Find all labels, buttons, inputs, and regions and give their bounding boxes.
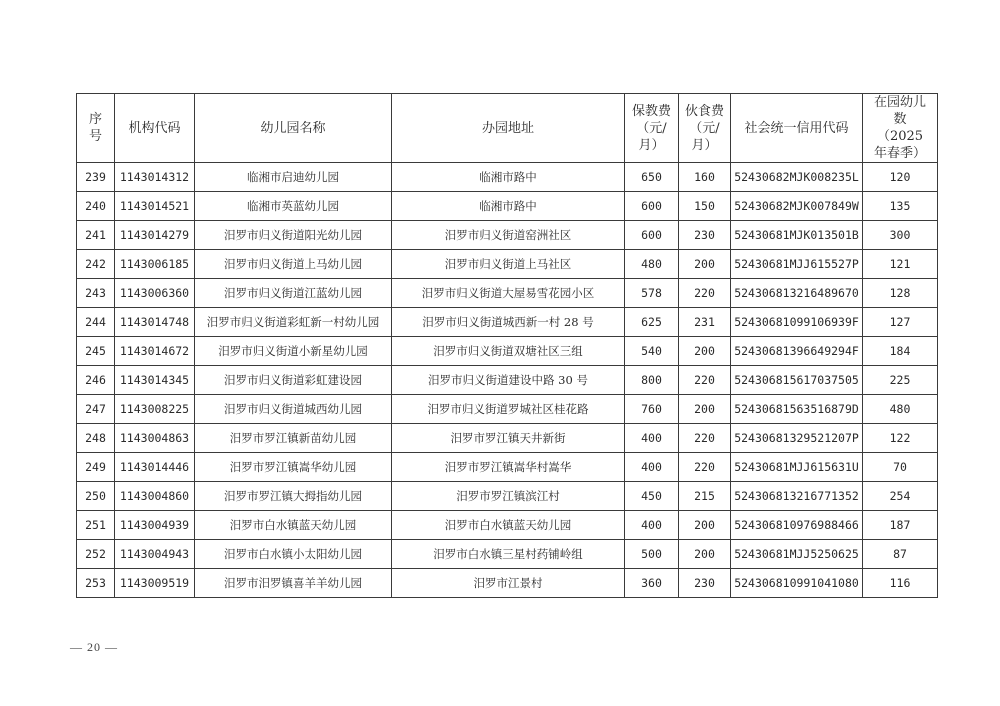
cell-seq: 249 (77, 453, 115, 482)
cell-tuition-fee: 400 (625, 424, 679, 453)
cell-tuition-fee: 500 (625, 540, 679, 569)
header-enrollment: 在园幼儿数（2025年春季） (863, 94, 938, 163)
cell-address: 汨罗市归义街道建设中路 30 号 (392, 366, 625, 395)
cell-enrollment: 122 (863, 424, 938, 453)
cell-kindergarten-name: 汨罗市归义街道江蓝幼儿园 (195, 279, 392, 308)
cell-address: 汨罗市罗江镇天井新街 (392, 424, 625, 453)
cell-tuition-fee: 450 (625, 482, 679, 511)
cell-tuition-fee: 360 (625, 569, 679, 598)
page-number: — 20 — (70, 640, 118, 654)
cell-org-code: 1143014312 (115, 163, 195, 192)
cell-seq: 243 (77, 279, 115, 308)
cell-org-code: 1143004863 (115, 424, 195, 453)
cell-seq: 245 (77, 337, 115, 366)
header-credit-code: 社会统一信用代码 (731, 94, 863, 163)
table-row (77, 308, 938, 337)
cell-enrollment: 87 (863, 540, 938, 569)
cell-meal-fee: 220 (679, 424, 731, 453)
header-kindergarten-name: 幼儿园名称 (195, 94, 392, 163)
header-tuition-fee: 保教费（元/月） (625, 94, 679, 163)
table-row (77, 540, 938, 569)
cell-kindergarten-name: 汨罗市归义街道上马幼儿园 (195, 250, 392, 279)
cell-seq: 240 (77, 192, 115, 221)
cell-kindergarten-name: 汨罗市罗江镇大拇指幼儿园 (195, 482, 392, 511)
table-row (77, 366, 938, 395)
cell-credit-code: 52430681563516879D (731, 395, 863, 424)
cell-enrollment: 135 (863, 192, 938, 221)
cell-kindergarten-name: 汨罗市归义街道彩虹建设园 (195, 366, 392, 395)
cell-address: 汨罗市白水镇蓝天幼儿园 (392, 511, 625, 540)
cell-meal-fee: 230 (679, 221, 731, 250)
kindergarten-fee-table (76, 93, 938, 598)
cell-credit-code: 52430681MJK013501B (731, 221, 863, 250)
cell-enrollment: 116 (863, 569, 938, 598)
cell-enrollment: 128 (863, 279, 938, 308)
cell-meal-fee: 200 (679, 337, 731, 366)
cell-tuition-fee: 600 (625, 192, 679, 221)
table-row (77, 221, 938, 250)
cell-kindergarten-name: 汨罗市归义街道小新星幼儿园 (195, 337, 392, 366)
cell-org-code: 1143014521 (115, 192, 195, 221)
header-seq: 序号 (77, 94, 115, 163)
cell-address: 汨罗市归义街道双塘社区三组 (392, 337, 625, 366)
cell-kindergarten-name: 汨罗市汨罗镇喜羊羊幼儿园 (195, 569, 392, 598)
cell-meal-fee: 220 (679, 453, 731, 482)
cell-org-code: 1143014748 (115, 308, 195, 337)
cell-enrollment: 121 (863, 250, 938, 279)
cell-tuition-fee: 800 (625, 366, 679, 395)
cell-kindergarten-name: 临湘市英蓝幼儿园 (195, 192, 392, 221)
cell-meal-fee: 215 (679, 482, 731, 511)
cell-address: 汨罗市归义街道窑洲社区 (392, 221, 625, 250)
cell-credit-code: 524306815617037505 (731, 366, 863, 395)
cell-address: 临湘市路中 (392, 163, 625, 192)
cell-enrollment: 480 (863, 395, 938, 424)
cell-address: 临湘市路中 (392, 192, 625, 221)
cell-address: 汨罗市归义街道罗城社区桂花路 (392, 395, 625, 424)
cell-kindergarten-name: 汨罗市归义街道城西幼儿园 (195, 395, 392, 424)
table-row (77, 511, 938, 540)
cell-meal-fee: 200 (679, 250, 731, 279)
cell-enrollment: 225 (863, 366, 938, 395)
cell-meal-fee: 150 (679, 192, 731, 221)
cell-tuition-fee: 400 (625, 511, 679, 540)
cell-kindergarten-name: 汨罗市白水镇蓝天幼儿园 (195, 511, 392, 540)
cell-seq: 241 (77, 221, 115, 250)
cell-enrollment: 120 (863, 163, 938, 192)
cell-address: 汨罗市罗江镇滨江村 (392, 482, 625, 511)
table-row (77, 163, 938, 192)
cell-credit-code: 52430682MJK008235L (731, 163, 863, 192)
cell-tuition-fee: 760 (625, 395, 679, 424)
cell-kindergarten-name: 汨罗市罗江镇新苗幼儿园 (195, 424, 392, 453)
cell-org-code: 1143014672 (115, 337, 195, 366)
cell-address: 汨罗市归义街道大屋易雪花园小区 (392, 279, 625, 308)
cell-tuition-fee: 600 (625, 221, 679, 250)
cell-org-code: 1143014279 (115, 221, 195, 250)
cell-credit-code: 524306810976988466 (731, 511, 863, 540)
table-header-row (77, 94, 938, 163)
cell-tuition-fee: 650 (625, 163, 679, 192)
cell-seq: 252 (77, 540, 115, 569)
cell-credit-code: 52430681MJJ615527P (731, 250, 863, 279)
cell-tuition-fee: 578 (625, 279, 679, 308)
table-row (77, 250, 938, 279)
table-body (77, 163, 938, 598)
header-meal-fee: 伙食费（元/月） (679, 94, 731, 163)
cell-tuition-fee: 480 (625, 250, 679, 279)
table-row (77, 569, 938, 598)
cell-enrollment: 70 (863, 453, 938, 482)
cell-seq: 247 (77, 395, 115, 424)
cell-enrollment: 187 (863, 511, 938, 540)
table-row (77, 395, 938, 424)
cell-credit-code: 52430681099106939F (731, 308, 863, 337)
cell-credit-code: 524306810991041080 (731, 569, 863, 598)
cell-meal-fee: 200 (679, 511, 731, 540)
cell-meal-fee: 230 (679, 569, 731, 598)
cell-seq: 251 (77, 511, 115, 540)
cell-tuition-fee: 400 (625, 453, 679, 482)
cell-enrollment: 127 (863, 308, 938, 337)
cell-org-code: 1143009519 (115, 569, 195, 598)
cell-address: 汨罗市归义街道城西新一村 28 号 (392, 308, 625, 337)
cell-kindergarten-name: 汨罗市罗江镇嵩华幼儿园 (195, 453, 392, 482)
cell-meal-fee: 200 (679, 540, 731, 569)
cell-org-code: 1143014446 (115, 453, 195, 482)
table-row (77, 192, 938, 221)
cell-meal-fee: 231 (679, 308, 731, 337)
cell-address: 汨罗市江景村 (392, 569, 625, 598)
cell-address: 汨罗市白水镇三星村药铺岭组 (392, 540, 625, 569)
cell-org-code: 1143004939 (115, 511, 195, 540)
cell-credit-code: 52430681329521207P (731, 424, 863, 453)
cell-tuition-fee: 540 (625, 337, 679, 366)
table-row (77, 453, 938, 482)
cell-org-code: 1143014345 (115, 366, 195, 395)
cell-org-code: 1143008225 (115, 395, 195, 424)
cell-credit-code: 52430682MJK007849W (731, 192, 863, 221)
cell-kindergarten-name: 汨罗市归义街道阳光幼儿园 (195, 221, 392, 250)
cell-credit-code: 524306813216771352 (731, 482, 863, 511)
cell-meal-fee: 220 (679, 366, 731, 395)
cell-credit-code: 52430681MJJ615631U (731, 453, 863, 482)
cell-seq: 250 (77, 482, 115, 511)
cell-credit-code: 524306813216489670 (731, 279, 863, 308)
cell-org-code: 1143006185 (115, 250, 195, 279)
header-address: 办园地址 (392, 94, 625, 163)
cell-meal-fee: 160 (679, 163, 731, 192)
cell-seq: 242 (77, 250, 115, 279)
cell-address: 汨罗市归义街道上马社区 (392, 250, 625, 279)
table-row (77, 337, 938, 366)
cell-credit-code: 52430681396649294F (731, 337, 863, 366)
cell-tuition-fee: 625 (625, 308, 679, 337)
cell-org-code: 1143006360 (115, 279, 195, 308)
cell-org-code: 1143004943 (115, 540, 195, 569)
cell-enrollment: 300 (863, 221, 938, 250)
cell-meal-fee: 200 (679, 395, 731, 424)
table-row (77, 424, 938, 453)
cell-kindergarten-name: 汨罗市归义街道彩虹新一村幼儿园 (195, 308, 392, 337)
cell-credit-code: 52430681MJJ5250625 (731, 540, 863, 569)
cell-enrollment: 184 (863, 337, 938, 366)
cell-kindergarten-name: 汨罗市白水镇小太阳幼儿园 (195, 540, 392, 569)
cell-org-code: 1143004860 (115, 482, 195, 511)
cell-seq: 253 (77, 569, 115, 598)
cell-meal-fee: 220 (679, 279, 731, 308)
cell-enrollment: 254 (863, 482, 938, 511)
table-row (77, 482, 938, 511)
cell-address: 汨罗市罗江镇嵩华村嵩华 (392, 453, 625, 482)
cell-seq: 246 (77, 366, 115, 395)
header-org-code: 机构代码 (115, 94, 195, 163)
table-row (77, 279, 938, 308)
cell-seq: 239 (77, 163, 115, 192)
cell-seq: 244 (77, 308, 115, 337)
cell-kindergarten-name: 临湘市启迪幼儿园 (195, 163, 392, 192)
cell-seq: 248 (77, 424, 115, 453)
